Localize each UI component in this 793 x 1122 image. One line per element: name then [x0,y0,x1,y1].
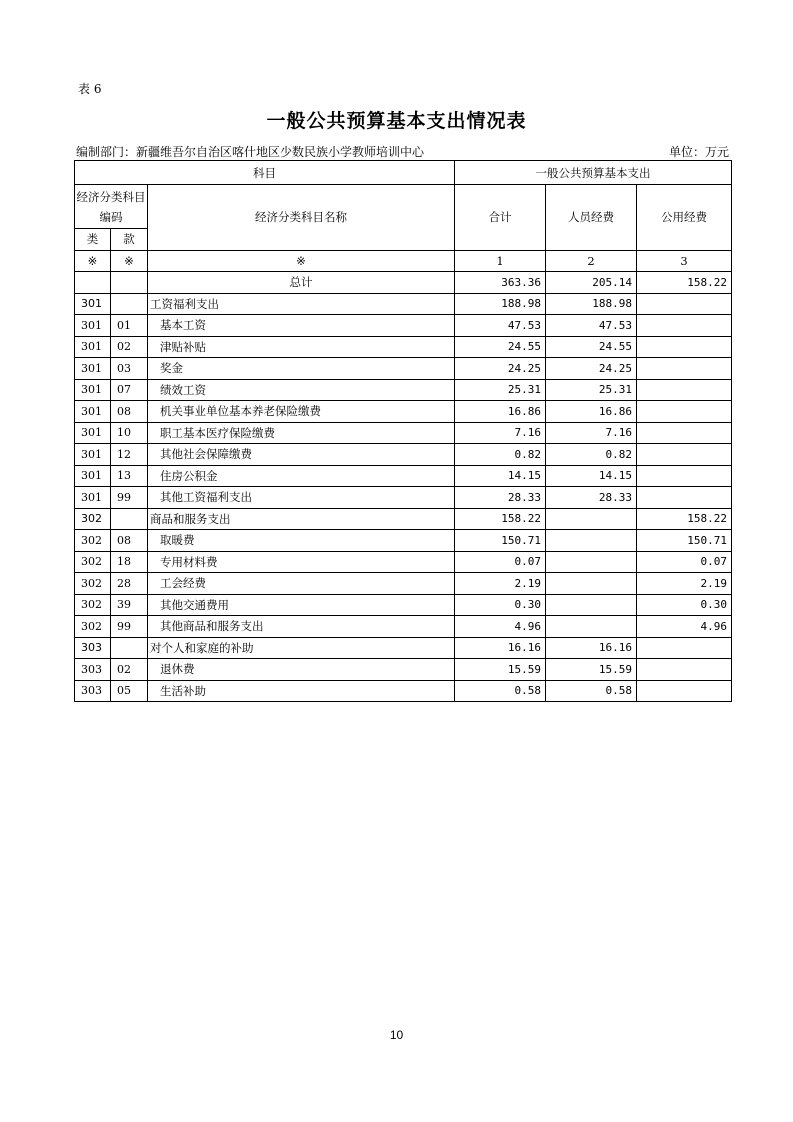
row-public [637,422,732,444]
row-name: 工资福利支出 [148,293,455,315]
row-public: 150.71 [637,530,732,552]
row-public [637,293,732,315]
row-personnel: 24.25 [546,358,637,380]
table-row [75,444,732,466]
row-name: 生活补助 [148,680,455,702]
row-personnel [546,594,637,616]
row-item-code: 28 [111,573,148,595]
row-name: 住房公积金 [148,465,455,487]
header-kuan: 款 [111,229,148,251]
row-public [637,465,732,487]
table-row [75,616,732,638]
row-public [637,637,732,659]
row-category-code: 301 [75,487,111,509]
row-total: 150.71 [455,530,546,552]
header-lei: 类 [75,229,111,251]
table-row [75,487,732,509]
row-category-code: 301 [75,336,111,358]
row-item-code: 02 [111,659,148,681]
table-row [75,680,732,702]
row-name: 绩效工资 [148,379,455,401]
table-body [75,272,732,702]
table-row [75,358,732,380]
row-total: 7.16 [455,422,546,444]
row-item-code: 01 [111,315,148,337]
header-personnel: 人员经费 [546,185,637,251]
page-title: 一般公共预算基本支出情况表 [266,110,527,132]
row-total: 28.33 [455,487,546,509]
row-item-code: 02 [111,336,148,358]
row-item-code: 99 [111,616,148,638]
row-item-code: 39 [111,594,148,616]
row-name: 退休费 [148,659,455,681]
header-total: 合计 [455,185,546,251]
header-econ-code: 经济分类科目编码 [75,185,148,229]
row-public: 4.96 [637,616,732,638]
row-personnel [546,551,637,573]
row-total: 15.59 [455,659,546,681]
row-category-code: 301 [75,293,111,315]
column-number-2: 2 [546,250,637,272]
row-public [637,401,732,423]
row-category-code: 302 [75,530,111,552]
header-econ-name: 经济分类科目名称 [148,185,455,251]
row-name: 工会经费 [148,573,455,595]
row-item-code [111,293,148,315]
row-personnel [546,616,637,638]
row-category-code: 302 [75,594,111,616]
mark-cell: ※ [111,250,148,272]
row-item-code: 18 [111,551,148,573]
row-total: 4.96 [455,616,546,638]
grand-total-personnel: 205.14 [546,272,637,294]
row-item-code: 99 [111,487,148,509]
row-item-code: 07 [111,379,148,401]
mark-cell: ※ [148,250,455,272]
budget-table [74,160,732,702]
row-name: 其他交通费用 [148,594,455,616]
row-name: 基本工资 [148,315,455,337]
row-public: 0.07 [637,551,732,573]
row-total: 24.25 [455,358,546,380]
table-row [75,530,732,552]
row-category-code: 302 [75,508,111,530]
row-category-code: 301 [75,465,111,487]
grand-total-public: 158.22 [637,272,732,294]
row-personnel: 14.15 [546,465,637,487]
row-name: 商品和服务支出 [148,508,455,530]
header-subject: 科目 [75,161,455,185]
row-total: 16.86 [455,401,546,423]
row-personnel: 16.16 [546,637,637,659]
row-total: 24.55 [455,336,546,358]
category-row [75,293,732,315]
row-category-code: 303 [75,659,111,681]
table-row [75,573,732,595]
row-personnel [546,573,637,595]
row-public [637,336,732,358]
row-category-code: 303 [75,637,111,659]
table-row [75,401,732,423]
table-row [75,465,732,487]
row-item-code: 05 [111,680,148,702]
row-personnel [546,508,637,530]
row-category-code: 302 [75,616,111,638]
unit-label: 单位：万元 [668,145,729,159]
row-category-code: 301 [75,379,111,401]
row-category-code: 301 [75,315,111,337]
grand-total-label: 总计 [148,272,455,294]
row-public [637,444,732,466]
row-public [637,680,732,702]
row-name: 对个人和家庭的补助 [148,637,455,659]
header-budget-group: 一般公共预算基本支出 [455,161,732,185]
row-name: 奖金 [148,358,455,380]
grand-total-row [75,272,732,294]
row-total: 14.15 [455,465,546,487]
row-name: 机关事业单位基本养老保险缴费 [148,401,455,423]
row-category-code: 301 [75,401,111,423]
row-name: 其他社会保障缴费 [148,444,455,466]
row-total: 16.16 [455,637,546,659]
row-public [637,358,732,380]
row-personnel: 7.16 [546,422,637,444]
row-name: 取暖费 [148,530,455,552]
column-number-1: 1 [455,250,546,272]
row-personnel: 0.58 [546,680,637,702]
header-public: 公用经费 [637,185,732,251]
row-total: 0.07 [455,551,546,573]
table-row [75,315,732,337]
row-personnel: 47.53 [546,315,637,337]
table-row [75,379,732,401]
row-total: 2.19 [455,573,546,595]
table-row [75,551,732,573]
row-item-code: 08 [111,401,148,423]
row-category-code: 302 [75,551,111,573]
table-number: 表 6 [78,82,102,96]
row-personnel: 24.55 [546,336,637,358]
row-name: 专用材料费 [148,551,455,573]
row-total: 0.82 [455,444,546,466]
row-personnel: 15.59 [546,659,637,681]
row-personnel: 25.31 [546,379,637,401]
grand-total-total: 363.36 [455,272,546,294]
row-item-code: 10 [111,422,148,444]
row-item-code [111,508,148,530]
column-number-3: 3 [637,250,732,272]
category-row [75,637,732,659]
row-personnel: 28.33 [546,487,637,509]
row-public [637,487,732,509]
row-category-code: 301 [75,422,111,444]
row-public [637,659,732,681]
table-row [75,422,732,444]
row-public [637,315,732,337]
row-public: 0.30 [637,594,732,616]
table-row [75,594,732,616]
row-personnel [546,530,637,552]
row-total: 47.53 [455,315,546,337]
row-public [637,379,732,401]
category-row [75,508,732,530]
row-total: 158.22 [455,508,546,530]
row-name: 其他工资福利支出 [148,487,455,509]
row-name: 津贴补贴 [148,336,455,358]
row-item-code: 13 [111,465,148,487]
row-item-code: 03 [111,358,148,380]
row-item-code: 12 [111,444,148,466]
row-public: 2.19 [637,573,732,595]
row-total: 188.98 [455,293,546,315]
page-number: 10 [389,1028,404,1042]
row-total: 25.31 [455,379,546,401]
row-personnel: 188.98 [546,293,637,315]
department-label: 编制部门：新疆维吾尔自治区喀什地区少数民族小学教师培训中心 [76,145,425,159]
row-category-code: 302 [75,573,111,595]
row-name: 其他商品和服务支出 [148,616,455,638]
row-total: 0.30 [455,594,546,616]
row-public: 158.22 [637,508,732,530]
table-row [75,659,732,681]
row-category-code: 301 [75,444,111,466]
mark-cell: ※ [75,250,111,272]
row-personnel: 16.86 [546,401,637,423]
row-category-code: 303 [75,680,111,702]
row-name: 职工基本医疗保险缴费 [148,422,455,444]
row-item-code: 08 [111,530,148,552]
row-item-code [111,637,148,659]
row-total: 0.58 [455,680,546,702]
row-category-code: 301 [75,358,111,380]
row-personnel: 0.82 [546,444,637,466]
table-row [75,336,732,358]
